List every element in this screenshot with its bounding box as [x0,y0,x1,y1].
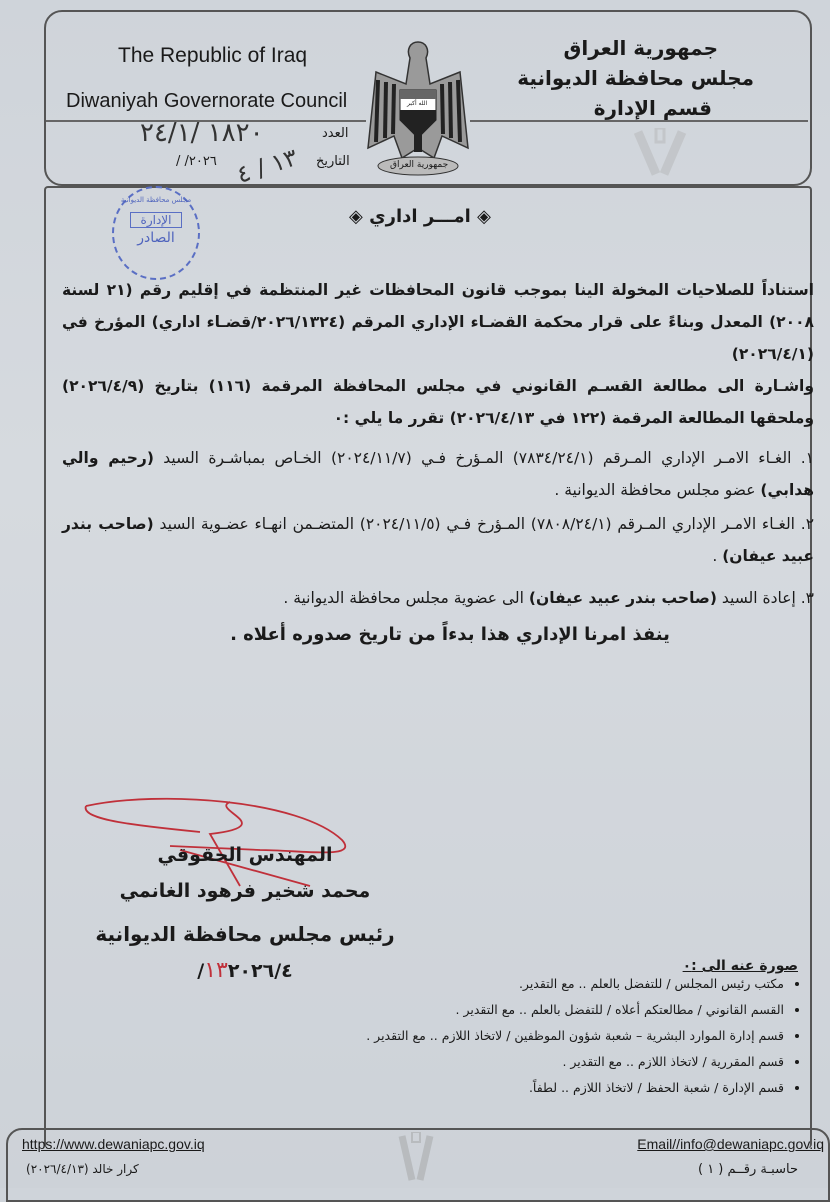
order-item-1 [62,442,814,506]
number-value: ١٨٢٠ /٢٤/١ [140,118,264,148]
cc-heading: صورة عنه الى :٠ [682,958,798,974]
item-person-name: (صاحب بندر عبيد عيفان) [528,589,717,607]
date-handwritten: ١٣ / ٤ [233,143,301,189]
stamp-center-text: الإدارة [130,212,182,228]
date-label: التاريخ [316,154,350,169]
item-text: الغـاء الامـر الإداري المـرقم (٧٨٠٨/٢٤/١) المـؤرخ فـي (٢٠٢٤/١١/٥) المتضـمن انهـاء عضـوية السيد [159,515,795,533]
item-number: ٢. [800,515,815,533]
council-logo-icon [630,128,690,178]
item-text: إعادة السيد [721,589,796,607]
order-item-3 [62,582,814,614]
cc-item: • قسم الإدارة / شعبة الحفظ / لاتخاذ اللازم .. لطفاً. [366,1080,784,1095]
signatory-position: رئيس مجلس محافظة الديوانية [95,922,395,946]
item-number: ٣. [800,589,814,607]
cc-list [366,976,800,1106]
footer-computer-number: حاسبـة رقــم ( ١ ) [697,1162,798,1177]
item-tail: الى عضوية مجلس محافظة الديوانية . [283,589,524,607]
signature-date-printed: ٢٠٢٦/٤/ [197,960,293,982]
footer-logo-icon [396,1132,436,1188]
signatory-name: محمد شخير فرهود الغانمي [119,880,371,902]
ornament-icon: ◈ [349,206,370,227]
iraq-emblem [366,38,470,183]
signature-date-handwritten: ١٣ [204,958,228,983]
item-tail: . [712,547,718,565]
paragraph-basis: استناداً للصلاحيات المخولة الينا بموجب قانون المحافظات غير المنتظمة في إقليم رقم (٢١ لسنة ٢٠٠٨) المعدل وبناءً على قرار محكمة القضـاء الإداري المرقم (٢٠٢٦/١٣٢٤/قضـاء اداري) المؤرخ في (٢٠٢٦/٤/١) [62,281,814,363]
document-title [330,206,510,227]
cc-item: • قسم إدارة الموارد البشرية – شعبة شؤون الموظفين / لاتخاذ اللازم .. مع التقدير . [366,1028,784,1043]
cc-item: • القسم القانوني / مطالعتكم أعلاه / للتفضل بالعلم .. مع التقدير . [366,1002,784,1017]
footer-typist: كرار خالد (٢٠٢٦/٤/١٣) [26,1162,139,1176]
handwritten-signature [80,790,360,890]
paragraph-reference: واشـارة الى مطالعة القسـم القانوني في مجلس المحافظة المرقمة (١١٦) بتاريخ (٢٠٢٦/٤/٩) وملحقها المطالعة المرقمة (١٢٢ في ٢٠٢٦/٤/١٣) تقرر ما يلي :٠ [62,377,815,427]
number-label: العدد [322,126,349,141]
header-divider-right [470,120,808,122]
stamp-bottom-text: الصادر [137,230,175,246]
signatory-title: المهندس الحقوقي [157,844,333,866]
cc-item: • قسم المقررية / لاتخاذ اللازم .. مع التقدير . [366,1054,784,1069]
ornament-icon: ◈ [470,206,491,227]
emblem-banner-text: جمهورية العراق [390,160,449,170]
title-text: امـــر اداري [369,206,471,227]
item-person-name: (صاحب بندر عبيد عيفان) [62,515,814,565]
header-ar-council: مجلس محافظة الديوانية [517,66,754,90]
date-printed: ٢٠٢٦/ / [176,154,217,169]
header-en-country: The Republic of Iraq [118,44,308,67]
closing-statement: ينفذ امرنا الإداري هذا بدءاً من تاريخ صدوره أعلاه . [230,624,670,645]
header-ar-country: جمهورية العراق [563,36,718,60]
item-tail: عضو مجلس محافظة الديوانية . [554,481,756,499]
stamp-ring-text: مجلس محافظة الديوانية [120,196,192,204]
item-person-name: (رحيم والي هدابي) [62,449,814,499]
item-text: الغـاء الامـر الإداري المـرقم (٧٨٣٤/٢٤/١) المـؤرخ فـي (٢٠٢٤/١١/٧) الخـاص بمباشـرة السيد [163,449,792,467]
header-ar-department: قسم الإدارة [593,96,712,120]
emblem-flag-text: الله أكبر [407,100,428,107]
footer-email-link[interactable]: Email//info@dewaniapc.gov.iq [637,1136,824,1152]
order-item-2 [62,508,814,572]
cc-item: • مكتب رئيس المجلس / للتفضل بالعلم .. مع التقدير. [366,976,784,991]
office-stamp [112,186,200,280]
header-en-council: Diwaniyah Governorate Council [66,90,348,112]
item-number: ١. [800,449,814,467]
footer-website-link[interactable]: https://www.dewaniapc.gov.iq [22,1136,205,1152]
